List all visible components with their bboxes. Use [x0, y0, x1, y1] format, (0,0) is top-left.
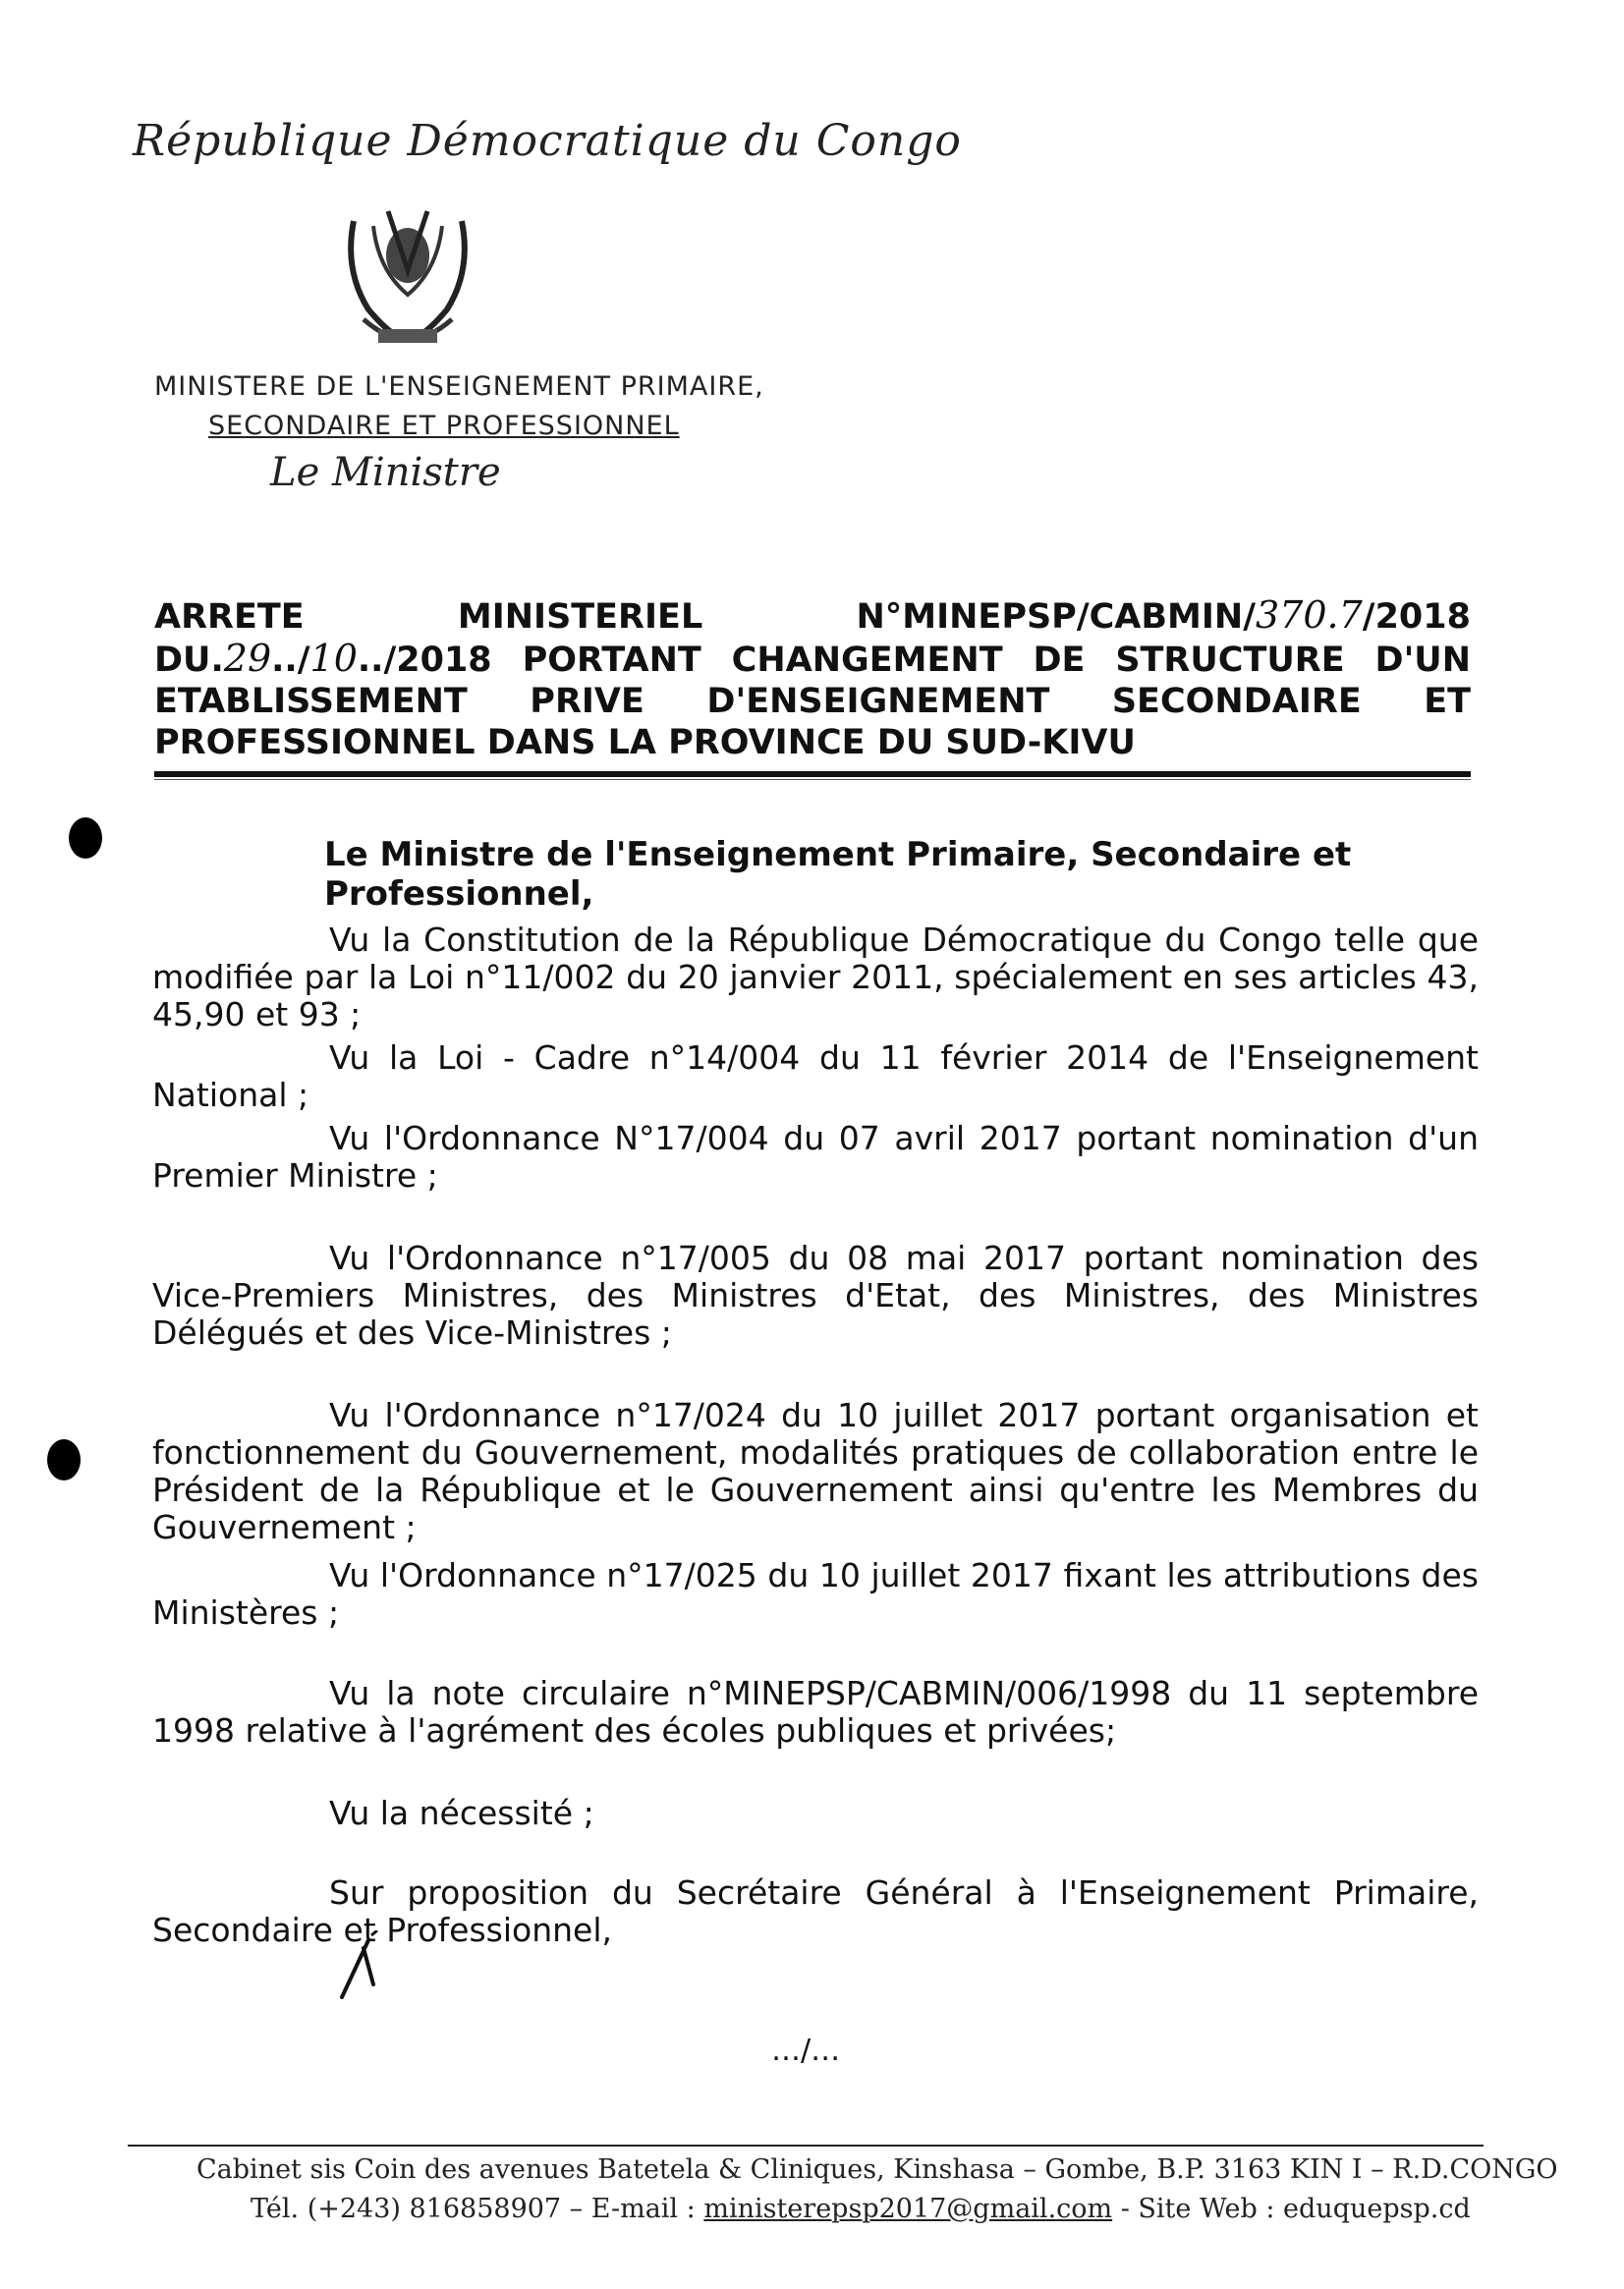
paragraph-necessite: [152, 1795, 1479, 1832]
paragraph-text: Vu l'Ordonnance n°17/005 du 08 mai 2017 portant nomination des Vice-Premiers Ministres, des Ministres d'Etat, des Ministres, des Ministres Délégués et des Vice-Ministres ;: [152, 1239, 1479, 1352]
decree-month-handwritten: 10: [309, 637, 358, 680]
paragraph-ordonnance-premier-ministre: [152, 1120, 1479, 1195]
republic-header: République Démocratique du Congo: [133, 116, 962, 166]
decree-title: [154, 594, 1471, 763]
decree-title-suffix: ../2018: [357, 641, 492, 680]
minister-heading: Le Ministre de l'Enseignement Primaire, Secondaire et Professionnel,: [324, 835, 1352, 914]
decree-number-handwritten: 370.7: [1256, 593, 1363, 637]
punch-hole-top: [69, 817, 102, 859]
punch-hole-bottom: [47, 1439, 81, 1480]
paragraph-text: Vu l'Ordonnance n°17/024 du 10 juillet 2017 portant organisation et fonctionnement du Gouvernement, modalités pratiques de collaboration entre le Président de la République et le Gouvernement ainsi qu'entre les Membres du Gouvernement ;: [152, 1396, 1479, 1546]
decree-title-subject: PORTANT CHANGEMENT DE STRUCTURE D'UN ETABLISSEMENT PRIVE D'ENSEIGNEMENT SECONDAIRE ET PROFESSIONNEL DANS LA PROVINCE DU SUD-KIVU: [154, 641, 1471, 762]
paragraph-text: Sur proposition du Secrétaire Général à l'Enseignement Primaire, Secondaire et Professionnel,: [152, 1873, 1479, 1949]
coat-of-arms-emblem: [324, 201, 491, 363]
paragraph-ordonnance-attributions: [152, 1557, 1479, 1632]
paragraph-ordonnance-organisation: [152, 1397, 1479, 1546]
paragraph-text: Vu l'Ordonnance N°17/004 du 07 avril 2017 portant nomination d'un Premier Ministre ;: [152, 1119, 1479, 1195]
paragraph-constitution: [152, 921, 1479, 1033]
initials-mark: [334, 1930, 393, 1999]
decree-title-prefix: ARRETE MINISTERIEL N°MINEPSP/CABMIN/: [154, 597, 1256, 637]
title-underline-thin: [154, 779, 1471, 780]
paragraph-text: Vu la Constitution de la République Démocratique du Congo telle que modifiée par la Loi n°11/002 du 20 janvier 2011, spécialement en ses articles 43, 45,90 et 93 ;: [152, 921, 1479, 1033]
continuation-mark: …/…: [771, 2034, 841, 2068]
footer-tel: Tél. (+243) 816858907 – E-mail :: [251, 2194, 704, 2224]
title-underline: [154, 771, 1471, 777]
paragraph-text: Vu la Loi - Cadre n°14/004 du 11 février 2014 de l'Enseignement National ;: [152, 1038, 1479, 1114]
decree-title-sep: ../: [271, 641, 310, 680]
decree-day-handwritten: 29: [223, 637, 272, 680]
le-ministre-label: Le Ministre: [270, 450, 501, 495]
footer-email-link[interactable]: ministerepsp2017@gmail.com: [703, 2194, 1113, 2224]
paragraph-loi-cadre: [152, 1039, 1479, 1114]
footer-divider: [128, 2145, 1484, 2147]
footer-contact: [251, 2194, 1471, 2224]
paragraph-note-circulaire: [152, 1675, 1479, 1750]
ministry-name-line1: MINISTERE DE L'ENSEIGNEMENT PRIMAIRE,: [154, 371, 764, 402]
decree-title-mid: /2018 DU.: [154, 597, 1471, 680]
paragraph-text: Vu l'Ordonnance n°17/025 du 10 juillet 2017 fixant les attributions des Ministères ;: [152, 1556, 1479, 1632]
paragraph-text: Vu la nécessité ;: [329, 1794, 594, 1832]
ministry-name-line2: SECONDAIRE ET PROFESSIONNEL: [208, 411, 680, 441]
footer-website: - Site Web : eduquepsp.cd: [1112, 2194, 1471, 2224]
paragraph-ordonnance-vice-premiers: [152, 1240, 1479, 1352]
footer-address: Cabinet sis Coin des avenues Batetela & Cliniques, Kinshasa – Gombe, B.P. 3163 KIN I – R.D.CONGO: [196, 2154, 1558, 2185]
paragraph-text: Vu la note circulaire n°MINEPSP/CABMIN/006/1998 du 11 septembre 1998 relative à l'agrément des écoles publiques et privées;: [152, 1674, 1479, 1750]
